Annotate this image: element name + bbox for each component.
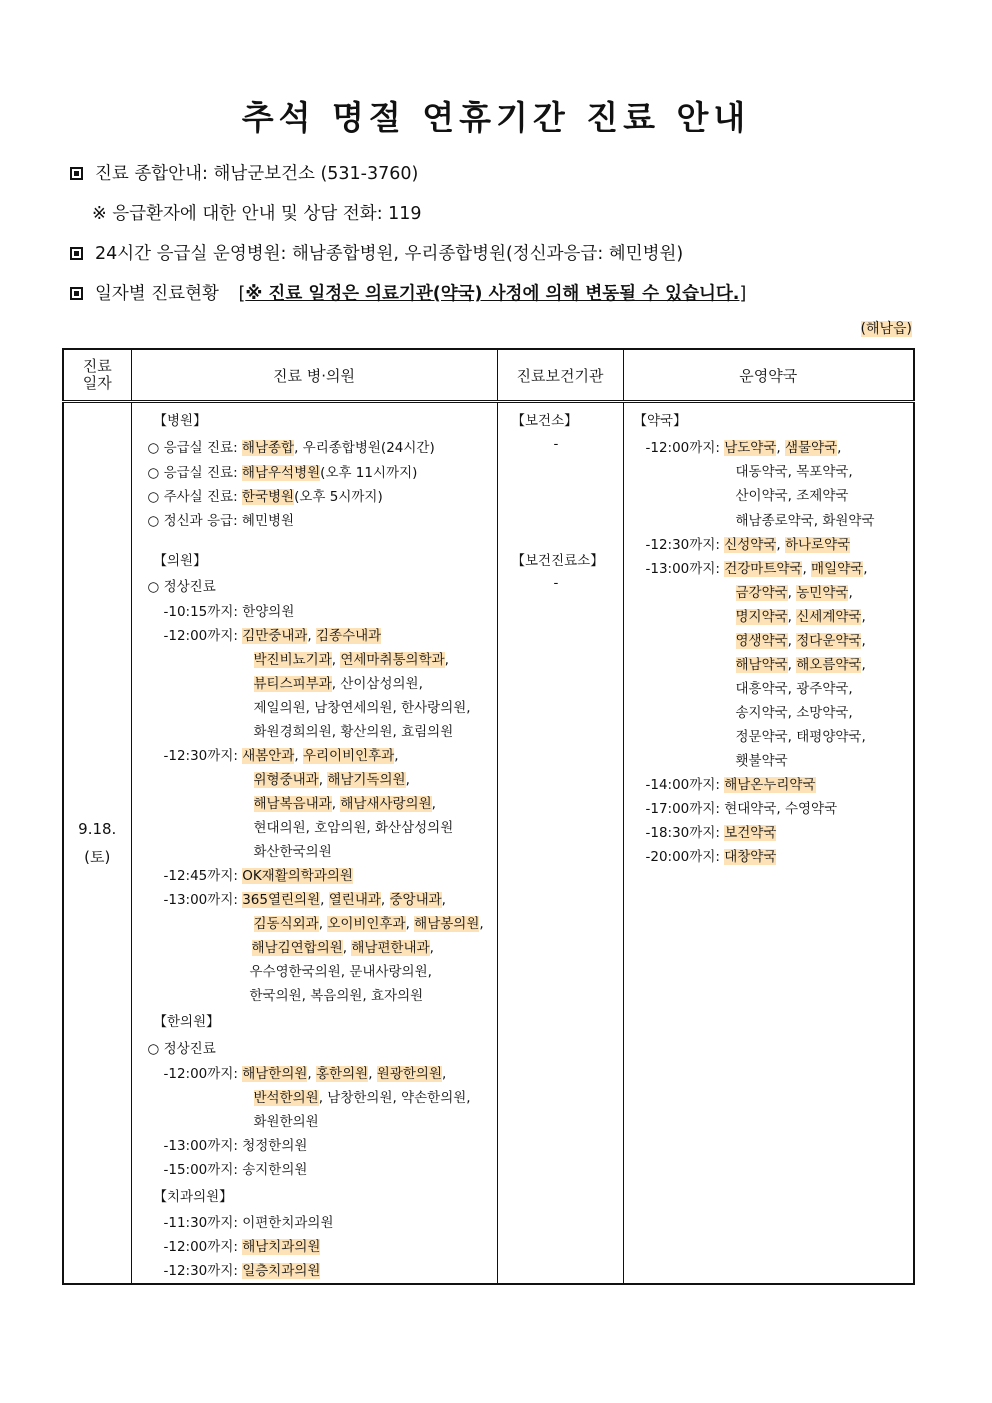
- line-text: ○ 주사실 진료:: [147, 489, 242, 505]
- highlighted-name: 일층치과의원: [242, 1263, 321, 1279]
- line-text: -11:30까지: 이편한치과의원: [163, 1215, 334, 1231]
- daily-status-label: 일자별 진료현황: [95, 284, 219, 304]
- line-text: ,: [331, 652, 341, 668]
- highlighted-name: 김종수내과: [316, 628, 382, 644]
- line-text: -12:00까지:: [645, 440, 725, 456]
- line-text: ,: [380, 892, 390, 908]
- highlighted-name: 중앙내과: [389, 892, 442, 908]
- table-row: [63, 402, 914, 1285]
- pharmacy-line: [736, 581, 853, 601]
- highlighted-name: 농민약국: [796, 585, 849, 601]
- highlighted-name: 연세마취통의학과: [340, 652, 445, 668]
- highlighted-name: 홍한의원: [316, 1066, 369, 1082]
- line-text: , 우리종합병원(24시간): [294, 440, 435, 456]
- clinics-line: [254, 672, 423, 692]
- line-text: ,: [787, 633, 797, 649]
- clinics-line: [254, 648, 449, 668]
- line-text: ,: [837, 440, 842, 456]
- highlighted-name: OK재활의학과의원: [242, 868, 353, 884]
- clinics-line: [164, 1259, 321, 1279]
- line-text: -20:00까지:: [645, 849, 725, 865]
- line-text: ,: [863, 561, 868, 577]
- line-text: 화산한국의원: [253, 844, 332, 860]
- highlighted-name: 해남편한내과: [351, 940, 430, 956]
- clinics-line: [164, 864, 353, 884]
- line-text: 횃불약국: [735, 753, 788, 769]
- line-text: ,: [307, 1066, 317, 1082]
- highlighted-name: 해남봉의원: [414, 916, 480, 932]
- line-text: -12:00까지:: [163, 1239, 243, 1255]
- header-pharmacy: 운영약국: [623, 349, 914, 402]
- highlighted-name: 열린내과: [328, 892, 381, 908]
- pharmacy-line: [736, 484, 849, 504]
- highlighted-name: 금강약국: [735, 585, 788, 601]
- clinics-line: [254, 696, 471, 716]
- line-text: 【치과의원】: [153, 1189, 233, 1205]
- line-text: -13:00까지: 청정한의원: [163, 1138, 308, 1154]
- line-text: ,: [318, 772, 328, 788]
- pharmacy-line: [646, 845, 777, 865]
- clinics-line: [148, 575, 216, 595]
- line-text: -12:00까지:: [163, 1066, 243, 1082]
- pharmacy-line: [646, 533, 851, 553]
- highlighted-name: 건강마트약국: [724, 561, 803, 577]
- line-text: ,: [848, 585, 853, 601]
- line-text: ○ 응급실 진료:: [147, 440, 242, 456]
- highlighted-name: 해남한의원: [242, 1066, 308, 1082]
- highlighted-name: 원광한의원: [376, 1066, 442, 1082]
- line-text: 대동약국, 목포약국,: [735, 464, 853, 480]
- highlighted-name: 우리이비인후과: [302, 748, 395, 764]
- line-text: 제일의원, 남창연세의원, 한사랑의원,: [253, 700, 471, 716]
- line-text: -: [553, 436, 559, 452]
- line-text: -15:00까지: 송지한의원: [163, 1162, 308, 1178]
- line-text: 【의원】: [153, 553, 207, 569]
- highlighted-name: 해남온누리약국: [724, 777, 816, 793]
- line-text: ,: [441, 892, 446, 908]
- health-line: [512, 409, 578, 429]
- highlighted-name: 해남기독의원: [327, 772, 406, 788]
- location-label: (해남읍): [860, 321, 912, 337]
- highlighted-name: 해남우석병원: [241, 465, 321, 481]
- line-text: 한국의원, 복음의원, 효자의원: [249, 988, 424, 1004]
- clinics-line: [254, 720, 454, 740]
- line-text: ,: [294, 748, 303, 764]
- clinics-line: [254, 792, 436, 812]
- highlighted-name: 해남약국: [735, 657, 788, 673]
- line-text: ,: [776, 440, 785, 456]
- line-text: -17:00까지: 현대약국, 수영약국: [645, 801, 838, 817]
- pharmacy-line: [736, 509, 875, 529]
- line-text: ,: [787, 657, 797, 673]
- line-text: 【한의원】: [153, 1014, 220, 1030]
- line-text: 해남종로약국, 화원약국: [735, 513, 875, 529]
- clinics-line: [254, 1110, 319, 1130]
- line-text: ○ 응급실 진료:: [147, 465, 242, 481]
- highlighted-name: 대창약국: [724, 849, 777, 865]
- line-text: 【약국】: [633, 413, 687, 429]
- line-text: 대흥약국, 광주약국,: [735, 681, 853, 697]
- emergency-phone-line: ※ 응급환자에 대한 안내 및 상담 전화: 119: [92, 204, 422, 224]
- highlighted-name: 해남김연합의원: [251, 940, 343, 956]
- highlighted-name: 해오름약국: [796, 657, 862, 673]
- clinics-line: [154, 1010, 220, 1030]
- line-text: 【보건소】: [511, 413, 578, 429]
- line-text: ,: [442, 1066, 447, 1082]
- highlighted-name: 뷰티스피부과: [253, 676, 332, 692]
- highlighted-name: 매일약국: [811, 561, 864, 577]
- highlighted-name: 김만중내과: [242, 628, 308, 644]
- highlighted-name: 보건약국: [724, 825, 777, 841]
- page-title: 추석 명절 연휴기간 진료 안내: [241, 98, 751, 137]
- clinics-line: [164, 1134, 308, 1154]
- line-text: -18:30까지:: [645, 825, 725, 841]
- clinics-line: [254, 816, 454, 836]
- clinics-line: [254, 768, 410, 788]
- line-text: , 산이삼성의원,: [331, 676, 423, 692]
- line-text: -12:45까지:: [163, 868, 243, 884]
- clinics-line: [164, 888, 446, 908]
- highlighted-name: 하나로약국: [784, 537, 851, 553]
- health-line: [512, 549, 604, 569]
- line-text: ,: [776, 537, 785, 553]
- line-text: -13:00까지:: [645, 561, 725, 577]
- line-text: (오후 11시까지): [320, 465, 418, 481]
- highlighted-name: 해남종합: [241, 440, 295, 456]
- line-text: 송지약국, 소망약국,: [735, 705, 853, 721]
- clinics-line: [164, 624, 382, 644]
- pharmacy-line: [646, 436, 842, 456]
- schedule-table: [62, 348, 915, 1285]
- line-text: -12:30까지:: [163, 1263, 243, 1279]
- header-date: [63, 349, 131, 402]
- line-text: ,: [479, 916, 484, 932]
- line-text: ,: [318, 916, 328, 932]
- pharmacy-line: [646, 557, 868, 577]
- highlighted-name: 반석한의원: [253, 1090, 319, 1106]
- header-date-text: 진료 일자: [82, 357, 112, 392]
- line-text: -12:30까지:: [163, 748, 243, 764]
- clinics-line: [148, 485, 383, 505]
- clinics-cell: [131, 402, 497, 1285]
- er-hospitals-text: 24시간 응급실 운영병원: 해남종합병원, 우리종합병원(정신과응급: 혜민병원): [95, 244, 684, 264]
- pharmacy-line: [736, 677, 853, 697]
- line-text: ,: [787, 585, 797, 601]
- line-text: 【병원】: [153, 413, 207, 429]
- line-text: -: [553, 575, 559, 591]
- clinics-line: [164, 600, 295, 620]
- pharmacy-line: [736, 460, 853, 480]
- header-health: 진료보건기관: [497, 349, 623, 402]
- line-text: 우수영한국의원, 문내사랑의원,: [249, 964, 432, 980]
- line-text: ,: [307, 628, 317, 644]
- header-clinics: 진료 병·의원: [131, 349, 497, 402]
- line-text: -12:00까지:: [163, 628, 243, 644]
- line-text: 정문약국, 태평양약국,: [735, 729, 866, 745]
- highlighted-name: 정다운약국: [796, 633, 862, 649]
- line-text: 현대의원, 호암의원, 화산삼성의원: [253, 820, 454, 836]
- clinics-line: [164, 744, 399, 764]
- line-text: ,: [405, 772, 410, 788]
- square-bullet-icon: [70, 167, 83, 180]
- highlighted-name: 새봄안과: [242, 748, 295, 764]
- line-text: ,: [394, 748, 399, 764]
- line-text: ,: [342, 940, 352, 956]
- line-text: 【보건진료소】: [511, 553, 604, 569]
- er-hospitals-line: [70, 240, 683, 265]
- highlighted-name: 오이비인후과: [327, 916, 406, 932]
- line-text: ,: [331, 796, 341, 812]
- line-text: ,: [429, 940, 434, 956]
- line-text: -14:00까지:: [645, 777, 725, 793]
- health-line: [554, 575, 559, 591]
- daily-status-line: [70, 280, 746, 305]
- highlighted-name: 해남복음내과: [253, 796, 332, 812]
- square-bullet-icon: [70, 247, 83, 260]
- clinics-line: [154, 409, 207, 429]
- clinics-line: [148, 1037, 216, 1057]
- line-text: ,: [802, 561, 812, 577]
- clinics-line: [252, 936, 434, 956]
- highlighted-name: 신성약국: [724, 537, 777, 553]
- clinics-line: [148, 461, 418, 481]
- highlighted-name: 김동식외과: [253, 916, 319, 932]
- clinics-line: [254, 1086, 471, 1106]
- highlighted-name: 영생약국: [735, 633, 788, 649]
- schedule-notice: ※ 진료 일정은 의료기관(약국) 사정에 의해 변동될 수 있습니다.: [245, 284, 740, 304]
- line-text: (오후 5시까지): [294, 489, 383, 505]
- line-text: ,: [861, 609, 866, 625]
- highlighted-name: 신세계약국: [796, 609, 862, 625]
- general-info-line: [70, 160, 418, 185]
- pharmacy-line: [634, 409, 687, 429]
- clinics-line: [164, 1062, 447, 1082]
- square-bullet-icon: [70, 287, 83, 300]
- clinics-line: [250, 960, 432, 980]
- notice-bracket-close: ]: [739, 284, 747, 304]
- pharmacy-line: [736, 749, 788, 769]
- highlighted-name: 위형중내과: [253, 772, 319, 788]
- highlighted-name: 샘물약국: [784, 440, 838, 456]
- pharmacy-line: [646, 773, 816, 793]
- line-text: ,: [861, 633, 866, 649]
- line-text: 산이약국, 조제약국: [735, 488, 849, 504]
- clinics-line: [164, 1158, 308, 1178]
- line-text: ,: [320, 892, 329, 908]
- line-text: ○ 정상진료: [147, 579, 216, 595]
- pharmacy-line: [736, 629, 866, 649]
- clinics-line: [164, 1211, 334, 1231]
- line-text: ,: [444, 652, 449, 668]
- line-text: -12:30까지:: [645, 537, 725, 553]
- line-text: ,: [861, 657, 866, 673]
- clinics-line: [154, 549, 207, 569]
- pharmacy-line: [736, 653, 866, 673]
- highlighted-name: 한국병원: [241, 489, 295, 505]
- line-text: 화원경희의원, 황산의원, 효림의원: [253, 724, 454, 740]
- clinics-line: [148, 436, 435, 456]
- clinics-line: [250, 984, 424, 1004]
- line-text: ○ 정상진료: [147, 1041, 216, 1057]
- pharmacy-line: [646, 821, 777, 841]
- clinics-line: [164, 1235, 321, 1255]
- highlighted-name: 해남치과의원: [242, 1239, 321, 1255]
- table-header-row: [63, 349, 914, 402]
- clinics-line: [254, 840, 332, 860]
- highlighted-name: 해남새사랑의원: [340, 796, 432, 812]
- pharmacy-line: [646, 797, 838, 817]
- clinics-line: [254, 912, 484, 932]
- line-text: ,: [431, 796, 436, 812]
- pharmacy-line: [736, 701, 853, 721]
- line-text: ,: [368, 1066, 377, 1082]
- line-text: ,: [787, 609, 797, 625]
- pharmacy-line: [736, 725, 866, 745]
- date-text: 9.18. (토): [78, 820, 117, 866]
- clinics-line: [154, 1185, 233, 1205]
- pharmacy-cell: [623, 402, 914, 1285]
- health-line: [554, 436, 559, 452]
- line-text: -10:15까지: 한양의원: [163, 604, 295, 620]
- pharmacy-line: [736, 605, 866, 625]
- highlighted-name: 박진비뇨기과: [253, 652, 332, 668]
- general-info-text: 진료 종합안내: 해남군보건소 (531-3760): [95, 164, 419, 184]
- highlighted-name: 365열린의원: [242, 892, 321, 908]
- line-text: , 남창한의원, 약손한의원,: [318, 1090, 471, 1106]
- highlighted-name: 남도약국: [724, 440, 777, 456]
- date-cell: [63, 402, 131, 1285]
- notice-bracket-open: [: [238, 284, 246, 304]
- health-cell: [497, 402, 623, 1285]
- clinics-line: [148, 509, 295, 529]
- line-text: 화원한의원: [253, 1114, 319, 1130]
- line-text: ○ 정신과 응급: 혜민병원: [147, 513, 295, 529]
- line-text: -13:00까지:: [163, 892, 243, 908]
- line-text: ,: [405, 916, 415, 932]
- highlighted-name: 명지약국: [735, 609, 788, 625]
